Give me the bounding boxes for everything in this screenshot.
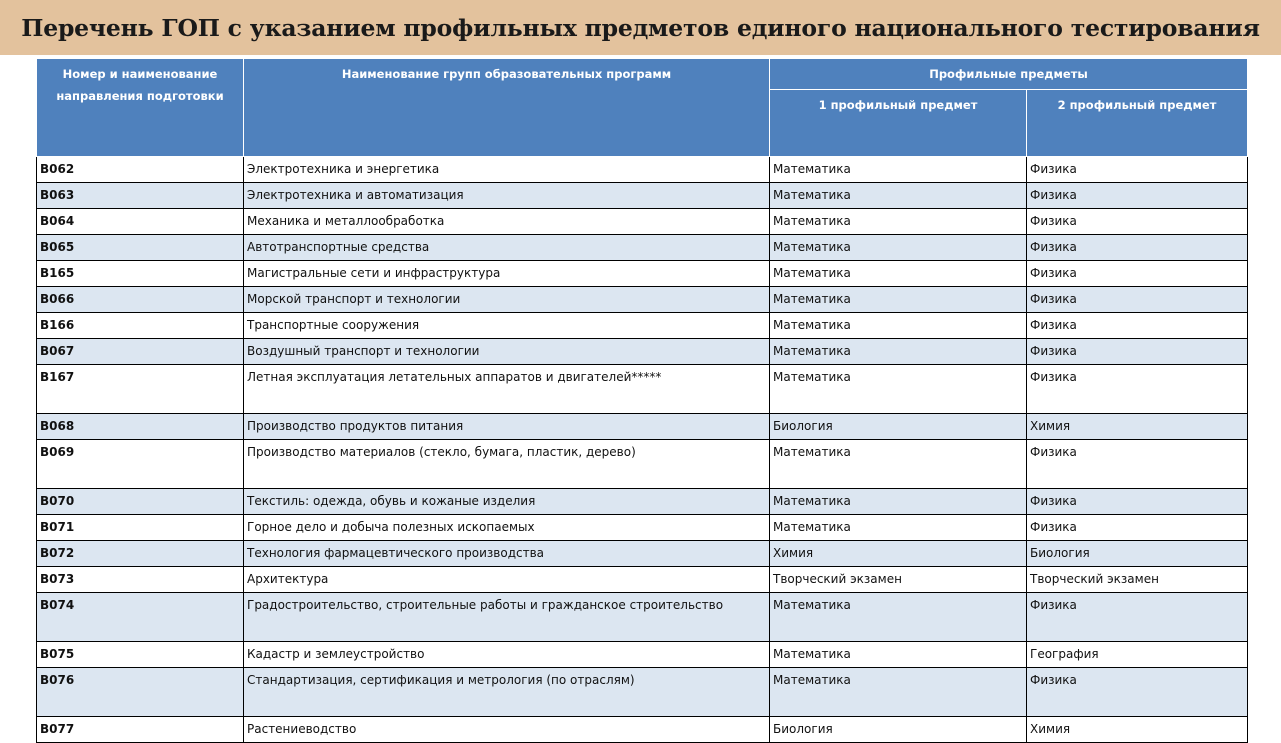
cell-group-name: Кадастр и землеустройство (244, 642, 770, 668)
cell-subject-2: Физика (1027, 313, 1248, 339)
cell-subject-1: Творческий экзамен (770, 567, 1027, 593)
table-row (37, 489, 1248, 515)
cell-group-name: Стандартизация, сертификация и метрология (по отраслям) (244, 668, 770, 717)
cell-subject-1: Математика (770, 339, 1027, 365)
cell-subject-2: Физика (1027, 668, 1248, 717)
cell-group-name: Градостроительство, строительные работы и гражданское строительство (244, 593, 770, 642)
profile-subjects-table (36, 58, 1248, 743)
cell-subject-1: Химия (770, 541, 1027, 567)
cell-group-name: Воздушный транспорт и технологии (244, 339, 770, 365)
table-row (37, 515, 1248, 541)
cell-subject-2: Физика (1027, 183, 1248, 209)
cell-code: B065 (37, 235, 244, 261)
cell-code: B166 (37, 313, 244, 339)
cell-group-name: Автотранспортные средства (244, 235, 770, 261)
cell-subject-2: Творческий экзамен (1027, 567, 1248, 593)
table-row (37, 261, 1248, 287)
cell-group-name: Транспортные сооружения (244, 313, 770, 339)
cell-subject-2: Биология (1027, 541, 1248, 567)
cell-subject-2: Физика (1027, 261, 1248, 287)
cell-subject-1: Математика (770, 593, 1027, 642)
cell-code: B062 (37, 157, 244, 183)
cell-subject-2: География (1027, 642, 1248, 668)
cell-code: B074 (37, 593, 244, 642)
header-profile-subjects: Профильные предметы (770, 59, 1248, 90)
cell-code: B069 (37, 440, 244, 489)
cell-subject-2: Физика (1027, 339, 1248, 365)
table-row (37, 209, 1248, 235)
table-row (37, 414, 1248, 440)
table-row (37, 668, 1248, 717)
cell-subject-1: Математика (770, 642, 1027, 668)
header-code: Номер и наименование направления подготовки (37, 59, 244, 157)
page-title: Перечень ГОП с указанием профильных предметов единого национального тестирования (21, 13, 1260, 42)
cell-group-name: Горное дело и добыча полезных ископаемых (244, 515, 770, 541)
cell-group-name: Электротехника и автоматизация (244, 183, 770, 209)
table-body (37, 157, 1248, 743)
cell-group-name: Архитектура (244, 567, 770, 593)
cell-subject-1: Математика (770, 365, 1027, 414)
cell-subject-1: Биология (770, 717, 1027, 743)
cell-code: B066 (37, 287, 244, 313)
table-row (37, 717, 1248, 743)
table-row (37, 541, 1248, 567)
table-row (37, 183, 1248, 209)
cell-group-name: Летная эксплуатация летательных аппаратов и двигателей***** (244, 365, 770, 414)
table-row (37, 339, 1248, 365)
cell-subject-2: Физика (1027, 365, 1248, 414)
cell-subject-1: Математика (770, 515, 1027, 541)
table-row (37, 157, 1248, 183)
cell-code: B068 (37, 414, 244, 440)
cell-code: B075 (37, 642, 244, 668)
cell-subject-2: Химия (1027, 717, 1248, 743)
cell-subject-2: Физика (1027, 440, 1248, 489)
cell-subject-1: Математика (770, 489, 1027, 515)
cell-subject-1: Математика (770, 287, 1027, 313)
cell-subject-1: Математика (770, 440, 1027, 489)
cell-code: B070 (37, 489, 244, 515)
cell-code: B077 (37, 717, 244, 743)
cell-group-name: Магистральные сети и инфраструктура (244, 261, 770, 287)
cell-subject-2: Физика (1027, 209, 1248, 235)
cell-subject-2: Физика (1027, 515, 1248, 541)
cell-subject-1: Математика (770, 183, 1027, 209)
table-row (37, 287, 1248, 313)
cell-subject-1: Математика (770, 313, 1027, 339)
cell-group-name: Механика и металлообработка (244, 209, 770, 235)
title-banner (0, 0, 1281, 55)
header-group: Наименование групп образовательных программ (244, 59, 770, 157)
table-row (37, 642, 1248, 668)
cell-code: B071 (37, 515, 244, 541)
cell-subject-1: Математика (770, 235, 1027, 261)
cell-code: B076 (37, 668, 244, 717)
cell-group-name: Производство материалов (стекло, бумага, пластик, дерево) (244, 440, 770, 489)
cell-code: B165 (37, 261, 244, 287)
cell-subject-2: Физика (1027, 157, 1248, 183)
cell-subject-2: Физика (1027, 287, 1248, 313)
cell-subject-1: Математика (770, 209, 1027, 235)
cell-subject-1: Математика (770, 668, 1027, 717)
cell-code: B064 (37, 209, 244, 235)
cell-code: B167 (37, 365, 244, 414)
cell-subject-2: Физика (1027, 593, 1248, 642)
table-row (37, 313, 1248, 339)
cell-code: B063 (37, 183, 244, 209)
cell-code: B072 (37, 541, 244, 567)
cell-subject-1: Биология (770, 414, 1027, 440)
table-row (37, 567, 1248, 593)
cell-subject-1: Математика (770, 157, 1027, 183)
cell-subject-2: Физика (1027, 489, 1248, 515)
cell-subject-2: Химия (1027, 414, 1248, 440)
header-subject-1: 1 профильный предмет (770, 90, 1027, 157)
table-row (37, 365, 1248, 414)
table-row (37, 440, 1248, 489)
cell-group-name: Текстиль: одежда, обувь и кожаные изделия (244, 489, 770, 515)
cell-code: B073 (37, 567, 244, 593)
cell-subject-1: Математика (770, 261, 1027, 287)
cell-subject-2: Физика (1027, 235, 1248, 261)
cell-group-name: Морской транспорт и технологии (244, 287, 770, 313)
cell-group-name: Производство продуктов питания (244, 414, 770, 440)
cell-group-name: Технология фармацевтического производства (244, 541, 770, 567)
table-row (37, 593, 1248, 642)
table-row (37, 235, 1248, 261)
header-subject-2: 2 профильный предмет (1027, 90, 1248, 157)
cell-group-name: Растениеводство (244, 717, 770, 743)
cell-group-name: Электротехника и энергетика (244, 157, 770, 183)
cell-code: B067 (37, 339, 244, 365)
